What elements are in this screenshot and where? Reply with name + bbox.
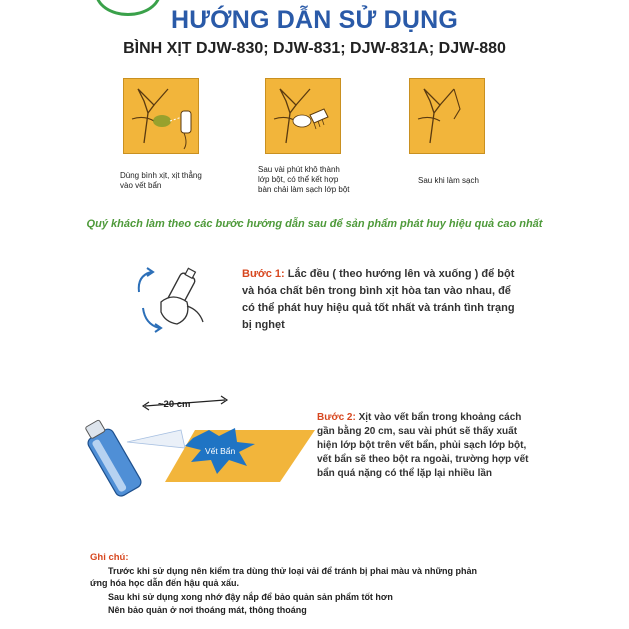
panel-caption: Sau khi làm sạch: [418, 176, 479, 185]
page-title: HƯỚNG DẪN SỬ DỤNG: [170, 6, 459, 34]
step-2: Bước 2: Xịt vào vết bẩn trong khoảng cách gần bằng 20 cm, sau vài phút sẽ thấy xuất hiện lớp bột trên vết bẩn, phủi sạch lớp bột, vết bẩn sẽ theo bột ra ngoài, trường hợp vết bẩn quá nặng có thể lặp lại nhiều lần: [317, 412, 529, 479]
step-1-label: Bước 1:: [242, 268, 285, 280]
shake-can-icon: [125, 262, 225, 342]
note-line: ứng hóa học dẫn đến hậu quả xấu.: [90, 578, 240, 588]
step-1: Bước 1: Lắc đều ( theo hướng lên và xuống ) để bột và hóa chất bên trong bình xịt hòa tan vào nhau, để có thể phát huy hiệu quả tốt nhất và tránh tình trạng bị nghẹt: [242, 268, 515, 331]
clean-collar-icon: [410, 79, 484, 153]
panel-spray: [123, 78, 199, 154]
powder-collar-icon: [266, 79, 340, 153]
intro-text: Quý khách làm theo các bước hướng dẫn sau để sản phẩm phát huy hiệu quả cao nhất: [86, 218, 543, 230]
panel-clean: [409, 78, 485, 154]
distance-label: ~20 cm: [158, 399, 191, 410]
stain-label: Vết Bẩn: [205, 446, 236, 456]
spray-collar-icon: [124, 79, 198, 153]
note-line: Sau khi sử dụng xong nhớ đậy nắp để bảo quản sản phẩm tốt hơn: [108, 592, 393, 602]
note-line: Nên bảo quản ở nơi thoáng mát, thông thoáng: [108, 605, 307, 615]
panel-caption: Sau vài phút khô thành lớp bột, có thể kết hợp bàn chải làm sạch lớp bột: [258, 165, 350, 194]
panel-caption: Dùng bình xịt, xịt thẳng vào vết bẩn: [120, 171, 202, 190]
panel-powder: [265, 78, 341, 154]
spray-stain-diagram: [85, 390, 315, 500]
notes-heading: Ghi chú:: [90, 552, 129, 563]
note-line: Trước khi sử dụng nên kiểm tra dùng thử loại vải để tránh bị phai màu và những phản: [108, 566, 478, 576]
step-2-label: Bước 2:: [317, 412, 356, 423]
product-models: BÌNH XỊT DJW-830; DJW-831; DJW-831A; DJW-880: [123, 40, 506, 57]
